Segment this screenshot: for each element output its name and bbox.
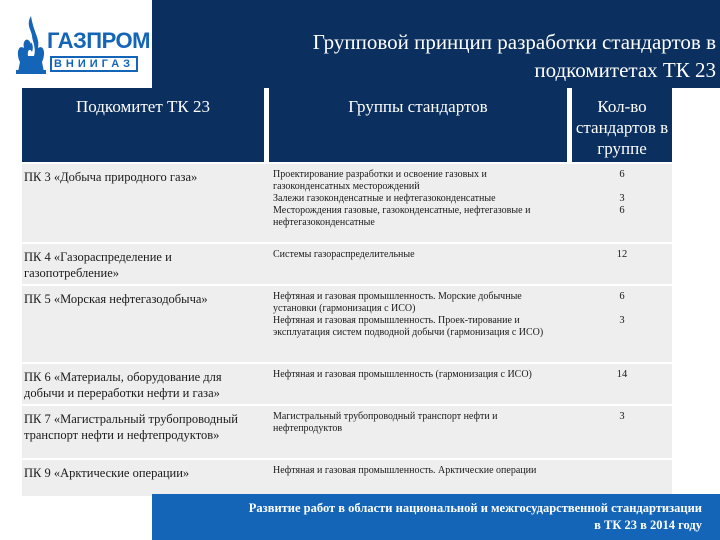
- count-value: 3: [619, 411, 625, 422]
- column-header-label: Группы стандартов: [348, 97, 488, 116]
- groups-cell: [273, 465, 563, 477]
- groups-cell: [273, 369, 563, 381]
- groups-cell: [273, 291, 563, 339]
- column-header-label: Кол-во стандартов в группе: [575, 97, 669, 158]
- slide-header: [0, 0, 720, 88]
- groups-cell: [273, 169, 563, 229]
- count-value: 6: [619, 205, 625, 216]
- standards-table: [22, 88, 672, 500]
- table-row: [22, 406, 672, 458]
- footer-banner: [152, 494, 720, 540]
- group-item: Месторождения газовые, газоконденсатные, нефтегазовые и нефтегазоконденсатные: [273, 205, 531, 228]
- subcommittee-cell: ПК 6 «Материалы, оборудование для добычи и переработки нефти и газа»: [24, 370, 222, 400]
- group-item: Нефтяная и газовая промышленность (гармонизация с ИСО): [273, 369, 532, 380]
- groups-cell: [273, 249, 563, 261]
- company-logo: [0, 0, 152, 88]
- footer-line: Развитие работ в области национальной и межгосударственной стандартизации: [248, 501, 702, 515]
- logo-subtitle: ВНИИГАЗ: [50, 56, 138, 72]
- subcommittee-cell: ПК 3 «Добыча природного газа»: [24, 170, 198, 184]
- flame-icon: [14, 14, 48, 76]
- group-item: Нефтяная и газовая промышленность. Морские добычные установки (гармонизация с ИСО): [273, 291, 522, 314]
- count-cell: [572, 369, 672, 381]
- groups-cell: [273, 411, 563, 435]
- column-header-groups: [269, 88, 567, 162]
- count-value: 3: [619, 315, 625, 326]
- count-cell: [572, 291, 672, 327]
- table-row: [22, 286, 672, 362]
- title-line: подкомитетах ТК 23: [534, 58, 716, 82]
- group-item: Залежи газоконденсатные и нефтегазоконденсатные: [273, 193, 496, 204]
- subcommittee-cell: ПК 4 «Газораспределение и газопотребление»: [24, 250, 172, 280]
- count-cell: [572, 249, 672, 261]
- column-header-subcommittee: [22, 88, 264, 162]
- footer-caption: [162, 500, 702, 534]
- group-item: Нефтяная и газовая промышленность. Проек-тирование и эксплуатация систем подводной добычи (гармонизация с ИСО): [273, 315, 544, 338]
- logo-name: ГАЗПРОМ: [47, 28, 150, 53]
- table-row: [22, 460, 672, 496]
- count-value: 6: [619, 169, 625, 180]
- count-value: 14: [616, 369, 628, 380]
- group-item: Системы газораспределительные: [273, 249, 415, 260]
- group-item: Проектирование разработки и освоение газовых и газоконденсатных месторождений: [273, 169, 487, 192]
- count-cell: [572, 169, 672, 217]
- group-item: Магистральный трубопроводный транспорт нефти и нефтепродуктов: [273, 411, 498, 434]
- count-cell: [572, 411, 672, 423]
- title-line: Групповой принцип разработки стандартов в: [312, 30, 716, 54]
- subcommittee-cell: ПК 7 «Магистральный трубопроводный транспорт нефти и нефтепродуктов»: [24, 412, 238, 442]
- count-value: 6: [619, 291, 625, 302]
- count-value: 3: [619, 193, 625, 204]
- column-header-label: Подкомитет ТК 23: [76, 97, 210, 116]
- column-header-count: [572, 88, 672, 162]
- count-value: 12: [616, 249, 628, 260]
- subcommittee-cell: ПК 9 «Арктические операции»: [24, 466, 190, 480]
- table-row: [22, 164, 672, 242]
- group-item: Нефтяная и газовая промышленность. Арктические операции: [273, 465, 537, 476]
- page-title: [176, 28, 716, 84]
- table-row: [22, 244, 672, 284]
- count-spacer: [572, 303, 672, 315]
- count-spacer: [572, 181, 672, 193]
- subcommittee-cell: ПК 5 «Морская нефтегазодобыча»: [24, 292, 208, 306]
- table-row: [22, 364, 672, 404]
- footer-line: в ТК 23 в 2014 году: [594, 518, 702, 532]
